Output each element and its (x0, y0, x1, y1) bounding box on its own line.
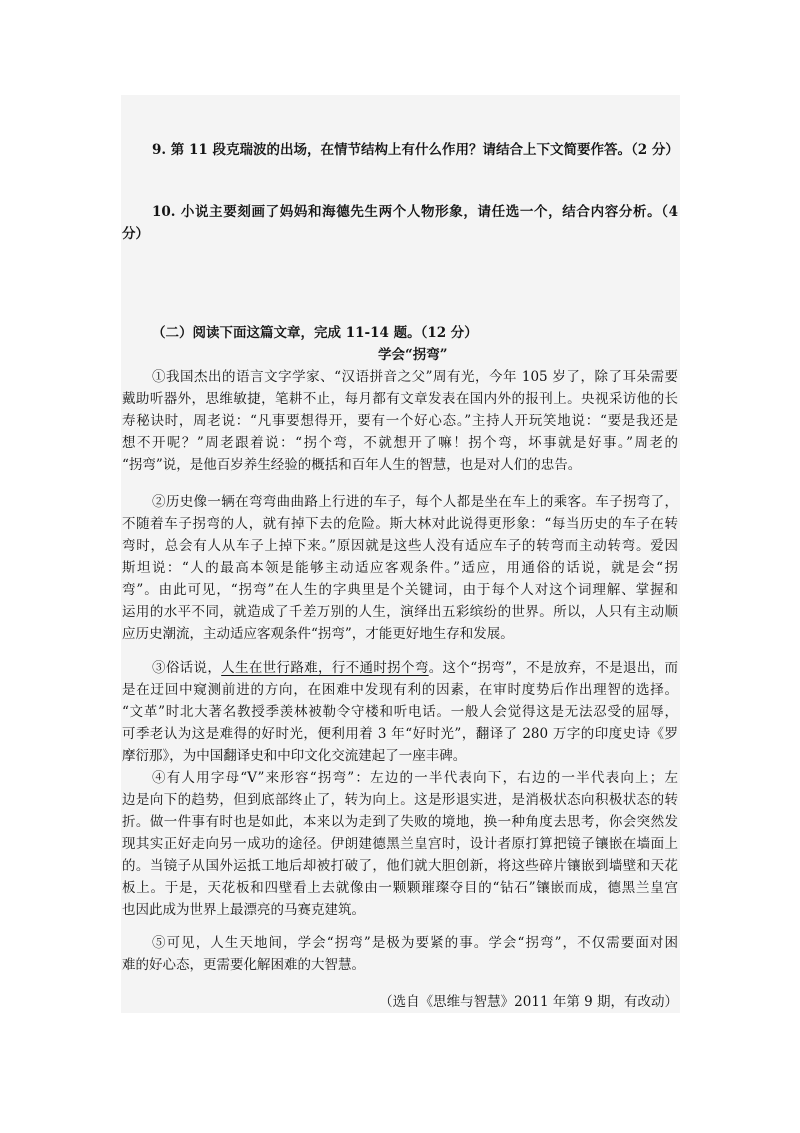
paragraph-line: “拐弯”说，是他百岁养生经验的概括和百年人生的智慧，也是对人们的忠告。 (122, 457, 582, 473)
paragraph-line: ④有人用字母“V”来形容“拐弯”：左边的一半代表向下，右边的一半代表向上；左 (152, 770, 678, 786)
paragraph-1 (122, 366, 678, 476)
paragraph-line: 寿秘诀时，周老说：“凡事要想得开，要有一个好心态。”主持人开玩笑地说：“要是我还是 (122, 413, 678, 429)
question-10-line: 分） (122, 226, 149, 242)
paragraph-line: 是在迂回中窥测前进的方向，在困难中发现有利的因素，在审时度势后作出理智的选择。 (122, 682, 678, 698)
paragraph-line: 难的好心态，更需要化解困难的大智慧。 (122, 957, 365, 973)
paragraph-line: “文革”时北大著名教授季羡林被勒令守楼和听电话。一般人会觉得这是无法忍受的屈辱， (122, 704, 678, 720)
underlined-quote: 人生在世行路难，行不通时拐个弯 (221, 660, 429, 676)
paragraph-line: 弯”。由此可见，“拐弯”在人生的字典里是个关键词，由于每个人对这个词理解、掌握和 (122, 582, 678, 598)
paragraph-line: 想不开呢？”周老跟着说：“拐个弯，不就想开了嘛！拐个弯，坏事就是好事。”周老的 (122, 435, 678, 451)
line-text: 。这个“拐弯”，不是放弃，不是退出，而 (428, 660, 679, 676)
question-10 (122, 201, 678, 245)
paragraph-line: ②历史像一辆在弯弯曲曲路上行进的车子，每个人都是坐在车上的乘客。车子拐弯了， (152, 494, 678, 510)
paragraph-line: 现其实正好走向另一成功的途径。伊朗建德黑兰皇宫时，设计者原打算把镜子镶嵌在墙面上 (122, 836, 678, 852)
article-title: 学会“拐弯” (378, 347, 448, 363)
section-heading: （二）阅读下面这篇文章，完成 11-14 题。（12 分） (152, 325, 478, 341)
paragraph-4 (122, 767, 678, 921)
paragraph-line (122, 657, 678, 679)
line-text: ③俗话说， (152, 660, 222, 676)
question-9 (122, 139, 678, 161)
paragraph-line: 运用的水平不同，就造成了千差万别的人生，演绎出五彩缤纷的世界。所以，人只有主动顺 (122, 604, 678, 620)
paragraph-line: 弯时，总会有人从车子上掉下来。”原因就是这些人没有适应车子的转弯而主动转弯。爱因 (122, 538, 678, 554)
paragraph-line: 斯坦说：“人的最高本领是能够主动适应客观条件。”适应，用通俗的话说，就是会“拐 (122, 560, 678, 576)
paragraph-line: 不随着车子拐弯的人，就有掉下去的危险。斯大林对此说得更形象：“每当历史的车子在转 (122, 516, 678, 532)
question-9-text: 9. 第 11 段克瑞波的出场，在情节结构上有什么作用？请结合上下文简要作答。（2 分） (152, 142, 679, 158)
paragraph-line: ①我国杰出的语言文字学家、“汉语拼音之父”周有光，今年 105 岁了，除了耳朵需要 (152, 369, 678, 385)
paragraph-line: 板上。于是，天花板和四壁看上去就像由一颗颗璀璨夺目的“钻石”镶嵌而成，德黑兰皇宫 (122, 880, 678, 896)
paragraph-3 (122, 657, 678, 767)
paragraph-line: ⑤可见，人生天地间，学会“拐弯”是极为要紧的事。学会“拐弯”，不仅需要面对困 (152, 935, 678, 951)
source-citation (122, 991, 678, 1013)
paragraph-line: 应历史潮流，主动适应客观条件“拐弯”，才能更好地生存和发展。 (122, 626, 514, 642)
paragraph-line: 摩衍那》，为中国翻译史和中印文化交流建起了一座丰碑。 (122, 748, 467, 764)
paragraph-line: 的。当镜子从国外运抵工地后却被打破了，他们就大胆创新，将这些碎片镶嵌到墙壁和天花 (122, 858, 678, 874)
paragraph-line: 边是向下的趋势，但到底部终止了，转为向上。这是形退实进，是消极状态向积极状态的转 (122, 792, 678, 808)
question-10-line: 10. 小说主要刻画了妈妈和海德先生两个人物形象，请任选一个，结合内容分析。（4 (152, 204, 678, 220)
paragraph-line: 戴助听器外，思维敏捷，笔耕不止，每月都有文章发表在国内外的报刊上。央视采访他的长 (122, 391, 678, 407)
paragraph-5 (122, 932, 678, 976)
paragraph-line: 折。做一件事有时也是如此，本来以为走到了失败的境地，换一种角度去思考，你会突然发 (122, 814, 678, 830)
paragraph-line: 也因此成为世界上最漂亮的马赛克建筑。 (122, 902, 365, 918)
paragraph-2 (122, 491, 678, 645)
source-text: （选自《思维与智慧》2011 年第 9 期，有改动） (379, 994, 678, 1010)
paragraph-line: 可季老认为这是难得的好时光，便利用着 3 年“好时光”，翻译了 280 万字的印度史诗《罗 (122, 726, 678, 742)
